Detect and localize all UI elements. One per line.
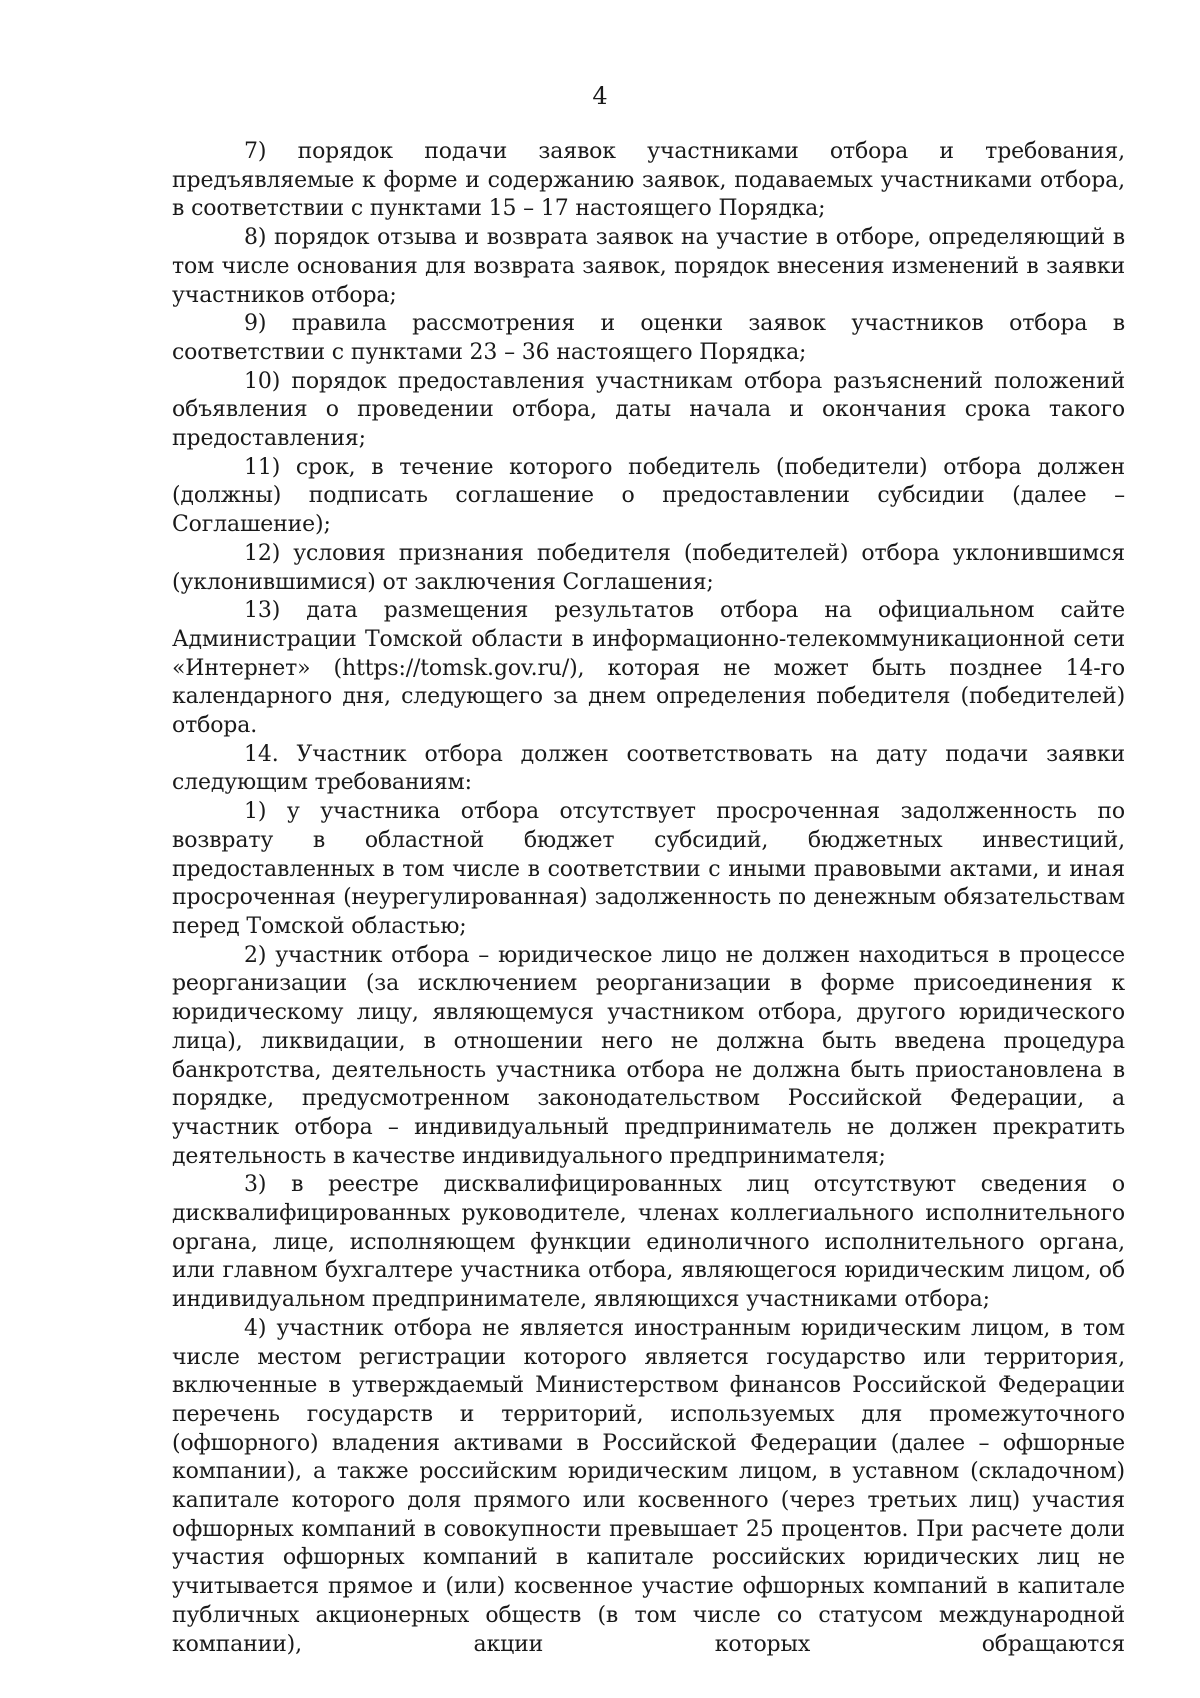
page-number: 4 <box>592 82 608 110</box>
paragraph-item-7: 7) порядок подачи заявок участниками отбора и требования, предъявляемые к форме и содержанию заявок, подаваемых участниками отбора, в соответствии с пунктами 15 – 17 настоящего Порядка; <box>172 139 1125 222</box>
paragraph-item-10: 10) порядок предоставления участникам отбора разъяснений положений объявления о проведении отбора, даты начала и окончания срока такого предоставления; <box>172 368 1125 452</box>
paragraph-item-8: 8) порядок отзыва и возврата заявок на участие в отборе, определяющий в том числе основания для возврата заявок, порядок внесения изменений в заявки участников отбора; <box>172 225 1125 308</box>
document-body <box>172 138 1125 1659</box>
requirement-item-3: 3) в реестре дисквалифицированных лиц отсутствуют сведения о дисквалифицированных руководителе, членах коллегиального исполнительного органа, лице, исполняющем функции единоличного исполнительного органа, или главном бухгалтере участника отбора, являющегося юридическим лицом, об индивидуальном предпринимателе, являющихся участниками отбора; <box>172 1172 1125 1313</box>
requirement-item-4: 4) участник отбора не является иностранным юридическим лицом, в том числе местом регистрации которого является государство или территория, включенные в утверждаемый Министерством финансов Российской Федерации перечень государств и территорий, используемых для промежуточного (офшорного) владения активами в Российской Федерации (далее – офшорные компании), а также российским юридическим лицом, в уставном (складочном) капитале которого доля прямого или косвенного (через третьих лиц) участия офшорных компаний в совокупности превышает 25 процентов. При расчете доли участия офшорных компаний в капитале российских юридических лиц не учитывается прямое и (или) косвенное участие офшорных компаний в капитале публичных акционерных обществ (в том числе со статусом международной компании), акции которых обращаются <box>172 1315 1125 1657</box>
requirement-item-2: 2) участник отбора – юридическое лицо не должен находиться в процессе реорганизации (за исключением реорганизации в форме присоединения к юридическому лицу, являющемуся участником отбора, другого юридического лица), ликвидации, в отношении него не должна быть введена процедура банкротства, деятельность участника отбора не должна быть приостановлена в порядке, предусмотренном законодательством Российской Федерации, а участник отбора – индивидуальный предприниматель не должен прекратить деятельность в качестве индивидуального предпринимателя; <box>172 942 1125 1169</box>
paragraph-item-9: 9) правила рассмотрения и оценки заявок участников отбора в соответствии с пунктами 23 – 36 настоящего Порядка; <box>172 311 1125 365</box>
paragraph-item-13: 13) дата размещения результатов отбора на официальном сайте Администрации Томской области в информационно-телекоммуникационной сети «Интернет» (https://tomsk.gov.ru/), которая не может быть позднее 14-го календарного дня, следующего за днем определения победителя (победителей) отбора. <box>172 598 1125 739</box>
paragraph-section-14: 14. Участник отбора должен соответствовать на дату подачи заявки следующим требованиям: <box>172 741 1125 796</box>
requirement-item-1: 1) у участника отбора отсутствует просроченная задолженность по возврату в областной бюджет субсидий, бюджетных инвестиций, предоставленных в том числе в соответствии с иными правовыми актами, и иная просроченная (неурегулированная) задолженность по денежным обязательствам перед Томской областью; <box>172 799 1125 939</box>
paragraph-item-11: 11) срок, в течение которого победитель (победители) отбора должен (должны) подписать соглашение о предоставлении субсидии (далее – Соглашение); <box>172 454 1125 538</box>
paragraph-item-12: 12) условия признания победителя (победителей) отбора уклонившимся (уклонившимися) от заключения Соглашения; <box>172 540 1125 595</box>
